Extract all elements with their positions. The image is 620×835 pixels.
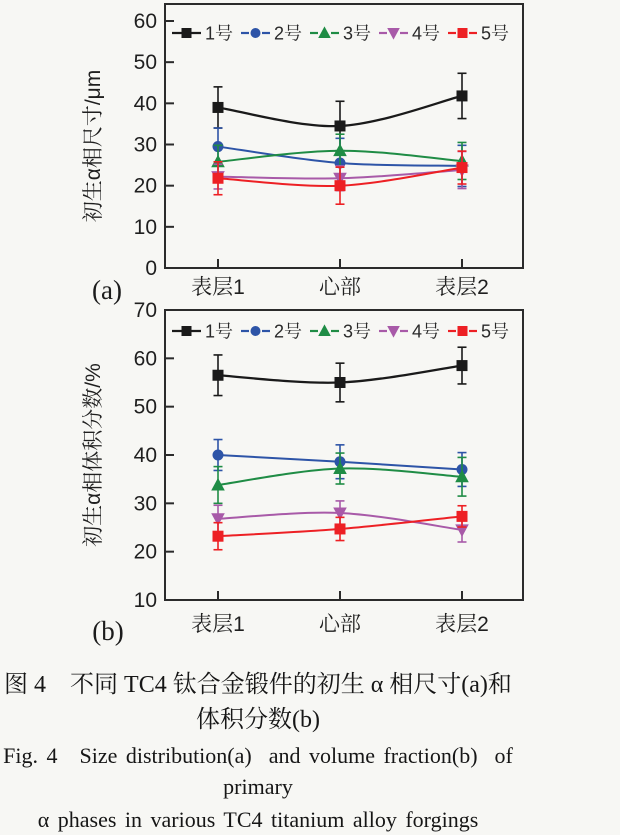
legend-item-3号: [310, 322, 371, 342]
chart-a-size-distribution: [0, 0, 620, 305]
y-tick-label: 10: [133, 215, 157, 239]
y-tick-label: 30: [133, 492, 157, 516]
square-marker: [335, 377, 346, 388]
panel-label: (a): [92, 275, 122, 305]
y-tick-label: 60: [133, 10, 157, 33]
y-axis-title: 初生α相体积分数/%: [82, 363, 105, 547]
y-axis: [134, 10, 174, 280]
y-tick-label: 60: [133, 347, 157, 371]
x-axis: [191, 259, 489, 299]
legend-label: 4号: [412, 23, 441, 44]
caption-chinese-line2: 体积分数(b): [196, 707, 320, 733]
y-tick-label: 70: [133, 299, 157, 322]
chart-b-volume-fraction: [0, 300, 620, 648]
y-tick-label: 40: [133, 444, 157, 467]
error-bars: [214, 347, 467, 402]
y-tick-label: 20: [133, 174, 157, 198]
legend-item-4号: [379, 322, 440, 342]
x-category-label: 心部: [319, 276, 361, 299]
circle-marker: [213, 450, 224, 461]
square-marker: [213, 531, 224, 542]
square-marker: [182, 28, 192, 38]
legend-item-2号: [241, 322, 302, 342]
series-3号: [211, 453, 469, 503]
x-category-label: 表层1: [191, 613, 245, 636]
square-marker: [457, 511, 468, 522]
legend-label: 5号: [481, 23, 510, 44]
y-axis-title: 初生α相尺寸/μm: [82, 69, 105, 223]
legend-item-2号: [241, 24, 302, 44]
x-axis: [191, 591, 489, 636]
figure-caption: [0, 648, 522, 835]
legend-label: 3号: [343, 321, 372, 342]
y-tick-label: 0: [145, 257, 157, 280]
square-marker: [182, 326, 192, 336]
triangle-up-marker: [318, 324, 331, 336]
legend-item-1号: [172, 24, 233, 44]
square-marker: [335, 120, 346, 131]
circle-marker: [251, 326, 261, 336]
y-tick-label: 50: [133, 395, 157, 419]
triangle-down-marker: [387, 326, 400, 338]
square-marker: [457, 90, 468, 101]
y-tick-label: 40: [133, 92, 157, 116]
legend-label: 5号: [481, 321, 510, 342]
legend-label: 2号: [274, 321, 303, 342]
square-marker: [458, 28, 468, 38]
caption-english-line1: Fig. 4 Size distribution(a) and volume fraction(b) of primary: [3, 743, 522, 799]
square-marker: [213, 102, 224, 113]
y-axis: [134, 299, 174, 612]
legend: [172, 322, 509, 342]
x-category-label: 心部: [319, 613, 361, 636]
square-marker: [213, 173, 224, 184]
square-marker: [335, 180, 346, 191]
caption-english-line2: α phases in various TC4 titanium alloy forgings: [37, 807, 479, 832]
legend-label: 2号: [274, 23, 303, 44]
panel-label: (b): [92, 616, 124, 646]
legend-label: 3号: [343, 23, 372, 44]
caption-chinese-line1: 图 4 不同 TC4 钛合金锻件的初生 α 相尺寸(a)和: [4, 672, 512, 698]
y-tick-label: 30: [133, 133, 157, 157]
legend-item-5号: [448, 24, 509, 44]
legend-label: 1号: [205, 23, 234, 44]
x-category-label: 表层2: [435, 613, 489, 636]
triangle-down-marker: [387, 28, 400, 40]
y-tick-label: 50: [133, 51, 157, 75]
square-marker: [457, 162, 468, 173]
square-marker: [457, 360, 468, 371]
legend-label: 1号: [205, 321, 234, 342]
triangle-up-marker: [318, 26, 331, 38]
square-marker: [458, 326, 468, 336]
x-category-label: 表层1: [191, 276, 245, 299]
legend: [172, 24, 509, 44]
square-marker: [213, 370, 224, 381]
y-tick-label: 20: [133, 540, 157, 564]
legend-item-3号: [310, 24, 371, 44]
square-marker: [335, 523, 346, 534]
circle-marker: [251, 28, 261, 38]
y-tick-label: 10: [133, 589, 157, 612]
legend-label: 4号: [412, 321, 441, 342]
series-1号: [213, 347, 468, 402]
x-category-label: 表层2: [435, 276, 489, 299]
legend-item-5号: [448, 322, 509, 342]
error-bars: [214, 453, 467, 503]
legend-item-1号: [172, 322, 233, 342]
legend-item-4号: [379, 24, 440, 44]
